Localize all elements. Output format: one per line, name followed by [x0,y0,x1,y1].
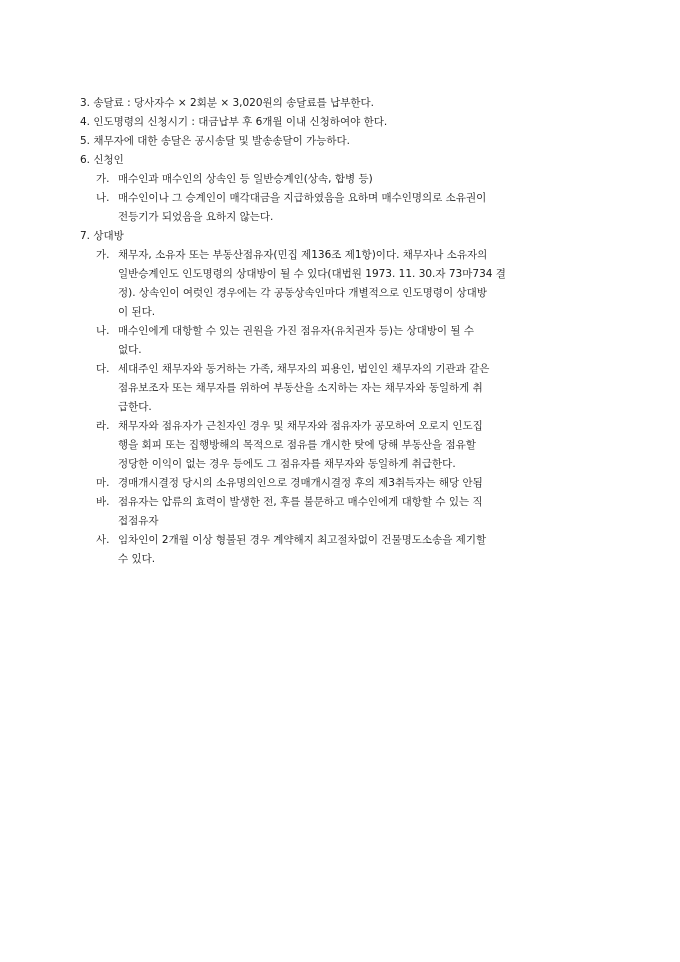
item-text: 3. 송달료 : 당사자수 × 2회분 × 3,020원의 송달료를 납부한다. [80,97,374,109]
sub-item [80,474,600,493]
list-item [80,113,600,132]
sub-item-text: 채무자, 소유자 또는 부동산점유자(민집 제136조 제1항)이다. 채무자나 소유자의 [118,249,488,261]
sub-item-marker: 바. [96,496,110,508]
sub-item-text: 수 있다. [118,553,156,565]
sub-item-text: 임차인이 2개월 이상 형불된 경우 계약해지 최고절차없이 건물명도소송을 제기할 [118,534,487,546]
sub-item [80,322,600,360]
sub-item [80,360,600,417]
sub-item-marker: 라. [96,420,110,432]
sub-item-text: 채무자와 점유자가 근친자인 경우 및 채무자와 점유자가 공모하여 오로지 인도집 [118,420,483,432]
sub-item-text: 점유보조자 또는 채무자를 위하여 부동산을 소지하는 자는 채무자와 동일하게 취 [118,382,483,394]
sub-item-text: 급한다. [118,401,152,413]
sub-item [80,493,600,531]
sub-item-text: 접점유자 [118,515,159,527]
item-text: 5. 채무자에 대한 송달은 공시송달 및 발송송달이 가능하다. [80,135,351,147]
sub-item-marker: 나. [96,192,110,204]
sub-item-text: 매수인이나 그 승계인이 매각대금을 지급하였음을 요하며 매수인명의로 소유권이 [118,192,487,204]
item-text: 6. 신청인 [80,154,124,166]
sub-item-text: 일반승계인도 인도명령의 상대방이 될 수 있다(대법원 1973. 11. 30.자 73마734 결 [118,268,506,280]
sub-item-marker: 사. [96,534,110,546]
sub-item-marker: 나. [96,325,110,337]
sub-item-text: 이 된다. [118,306,156,318]
sub-item [80,170,600,189]
sub-item-text: 세대주인 채무자와 동거하는 가족, 채무자의 피용인, 법인인 채무자의 기관과 같은 [118,363,490,375]
sub-item [80,417,600,474]
sub-item-marker: 가. [96,249,110,261]
sub-item-text: 정당한 이익이 없는 경우 등에도 그 점유자를 채무자와 동일하게 취급한다. [118,458,456,470]
sub-item-marker: 마. [96,477,110,489]
sub-item-text: 점유자는 압류의 효력이 발생한 전, 후를 불문하고 매수인에게 대항할 수 있는 직 [118,496,483,508]
list-item [80,132,600,151]
sub-item [80,531,600,569]
sub-item [80,189,600,227]
sub-item-text: 정). 상속인이 여럿인 경우에는 각 공동상속인마다 개별적으로 인도명령이 상대방 [118,287,487,299]
sub-item-text: 전등기가 되었음을 요하지 않는다. [118,211,274,223]
document-body [80,94,600,569]
item-text: 7. 상대방 [80,230,124,242]
sub-item-marker: 가. [96,173,110,185]
item-text: 4. 인도명령의 신청시기 : 대금납부 후 6개월 이내 신청하여야 한다. [80,116,388,128]
sub-item-text: 매수인과 매수인의 상속인 등 일반승계인(상속, 합병 등) [118,173,373,185]
list-item [80,151,600,227]
sub-item-marker: 다. [96,363,110,375]
list-item [80,94,600,113]
sub-item [80,246,600,322]
sub-item-text: 매수인에게 대항할 수 있는 권원을 가진 점유자(유치권자 등)는 상대방이 될 수 [118,325,475,337]
list-item [80,227,600,569]
sub-item-text: 없다. [118,344,142,356]
sub-item-text: 행을 회피 또는 집행방해의 목적으로 점유를 개시한 탓에 당해 부동산을 점유할 [118,439,476,451]
sub-item-text: 경매개시결정 당시의 소유명의인으로 경매개시결정 후의 제3취득자는 해당 안됨 [118,477,483,489]
